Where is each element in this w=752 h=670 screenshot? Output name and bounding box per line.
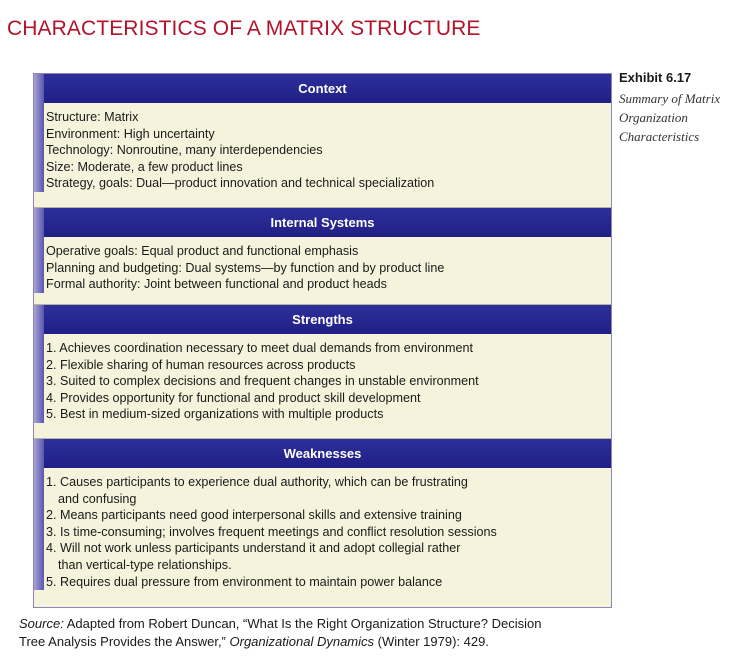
context-heading: Context <box>34 74 611 103</box>
strengths-item: 5. Best in medium-sized organizations with multiple products <box>46 407 384 422</box>
strengths-item: 3. Suited to complex decisions and frequent changes in unstable environment <box>46 374 479 389</box>
exhibit-label <box>619 70 749 146</box>
context-line: Technology: Nonroutine, many interdependencies <box>46 143 323 158</box>
exhibit-caption-line: Organization <box>619 110 688 125</box>
weaknesses-body <box>34 468 611 590</box>
exhibit-number: Exhibit 6.17 <box>619 70 692 85</box>
strengths-heading: Strengths <box>34 305 611 334</box>
source-citation <box>19 615 619 651</box>
internal-systems-line: Operative goals: Equal product and functional emphasis <box>46 244 359 258</box>
internal-systems-heading: Internal Systems <box>34 208 611 237</box>
weaknesses-section <box>34 439 611 590</box>
strengths-item: 1. Achieves coordination necessary to meet dual demands from environment <box>46 341 474 355</box>
source-text: Tree Analysis Provides the Answer,” <box>19 634 230 649</box>
source-line-2 <box>19 633 619 651</box>
summary-table <box>33 73 612 608</box>
weaknesses-item: 1. Causes participants to experience dual authority, which can be frustrating <box>46 475 468 489</box>
internal-systems-line: Planning and budgeting: Dual systems—by function and by product line <box>46 260 445 275</box>
context-line: Structure: Matrix <box>46 110 139 124</box>
weaknesses-heading: Weaknesses <box>34 439 611 468</box>
exhibit-caption <box>619 89 749 146</box>
internal-systems-body <box>34 237 611 293</box>
internal-systems-section <box>34 208 611 293</box>
weaknesses-item: 2. Means participants need good interpersonal skills and extensive training <box>46 508 462 523</box>
context-section <box>34 74 611 192</box>
context-line: Strategy, goals: Dual—product innovation and technical specialization <box>46 176 435 191</box>
weaknesses-item-continuation: than vertical-type relationships. <box>58 557 232 572</box>
weaknesses-item-continuation: and confusing <box>58 491 137 506</box>
weaknesses-item: 3. Is time-consuming; involves frequent meetings and conflict resolution sessions <box>46 524 497 539</box>
source-text: Adapted from Robert Duncan, “What Is the Right Organization Structure? Decision <box>63 616 542 631</box>
context-line: Size: Moderate, a few product lines <box>46 159 243 174</box>
strengths-item: 4. Provides opportunity for functional and product skill development <box>46 390 421 405</box>
weaknesses-item: 5. Requires dual pressure from environment to maintain power balance <box>46 574 443 589</box>
exhibit-caption-line: Characteristics <box>619 129 700 144</box>
page-title: CHARACTERISTICS OF A MATRIX STRUCTURE <box>7 17 481 40</box>
context-body <box>34 103 611 192</box>
strengths-section <box>34 305 611 423</box>
internal-systems-line: Formal authority: Joint between functional and product heads <box>46 277 387 292</box>
weaknesses-item: 4. Will not work unless participants understand it and adopt collegial rather <box>46 541 461 556</box>
strengths-body <box>34 334 611 423</box>
strengths-item: 2. Flexible sharing of human resources across products <box>46 357 356 372</box>
context-line: Environment: High uncertainty <box>46 126 215 141</box>
exhibit-caption-line: Summary of Matrix <box>619 91 721 106</box>
source-line-1 <box>19 615 619 633</box>
source-journal: Organizational Dynamics <box>229 634 375 649</box>
source-label: Source: <box>19 616 64 631</box>
source-text: (Winter 1979): 429. <box>374 634 489 649</box>
